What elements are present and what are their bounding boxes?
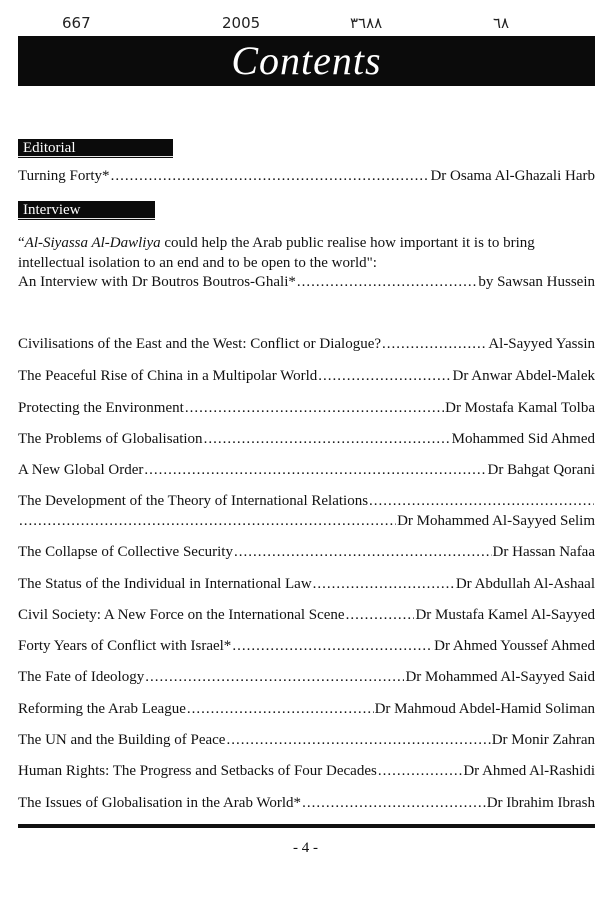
- entry-author: Dr Anwar Abdel-Malek: [452, 368, 595, 384]
- toc-entry-line-2[interactable]: [18, 511, 595, 531]
- entry-title: Reforming the Arab League: [18, 701, 186, 717]
- leader-dots: [346, 605, 415, 625]
- toc-entry-interview[interactable]: [18, 272, 595, 292]
- entry-title: The Peaceful Rise of China in a Multipolar World: [18, 368, 318, 384]
- toc-entry[interactable]: [18, 667, 595, 687]
- leader-dots: [369, 491, 594, 511]
- leader-dots: [187, 699, 374, 719]
- handwritten-note-3: ٣٦٨٨: [350, 14, 383, 32]
- quote-open-mark: “: [18, 235, 25, 251]
- leader-dots: [297, 272, 477, 292]
- toc-entry[interactable]: [18, 542, 595, 562]
- entry-title: An Interview with Dr Boutros Boutros-Ghali*: [18, 274, 296, 290]
- entry-title: Human Rights: The Progress and Setbacks of Four Decades: [18, 763, 377, 779]
- entry-author: Dr Abdullah Al-Ashaal: [455, 576, 595, 592]
- entry-title: The Development of the Theory of International Relations: [18, 493, 369, 509]
- toc-entry[interactable]: [18, 636, 595, 656]
- entry-author: Dr Hassan Nafaa: [492, 544, 595, 560]
- entry-author: Dr Mohammed Al-Sayyed Said: [405, 669, 595, 685]
- page-number: - 4 -: [293, 840, 318, 856]
- quote-text: could help the Arab public realise how important it is to bring intellectual isolation to an end and to be open to the world":: [18, 235, 535, 271]
- entry-author: by Sawsan Hussein: [478, 274, 595, 290]
- interview-quote: [18, 233, 595, 273]
- handwritten-note-4: ٦٨: [493, 14, 510, 32]
- entry-author: Dr Ahmed Youssef Ahmed: [434, 638, 595, 654]
- leader-dots: [378, 761, 463, 781]
- entry-author: Dr Ibrahim Ibrash: [486, 795, 595, 811]
- section-header-editorial: [18, 139, 173, 158]
- page-title: Contents: [231, 38, 382, 83]
- toc-entry[interactable]: [18, 574, 595, 594]
- entry-title: Civil Society: A New Force on the International Scene: [18, 607, 345, 623]
- entry-author: Dr Mostafa Kamal Tolba: [445, 400, 595, 416]
- toc-entry[interactable]: [18, 699, 595, 719]
- toc-entry[interactable]: [18, 460, 595, 480]
- entry-title: Forty Years of Conflict with Israel*: [18, 638, 232, 654]
- entry-title: The Problems of Globalisation: [18, 431, 203, 447]
- leader-dots: [382, 334, 487, 354]
- entry-author: Dr Mahmoud Abdel-Hamid Soliman: [374, 701, 595, 717]
- entry-title: Civilisations of the East and the West: Conflict or Dialogue?: [18, 336, 382, 352]
- entry-author: Dr Bahgat Qorani: [487, 462, 595, 478]
- entry-title: The Issues of Globalisation in the Arab World*: [18, 795, 302, 811]
- entry-author: Al-Sayyed Yassin: [488, 336, 595, 352]
- entry-author: Dr Mustafa Kamel Al-Sayyed: [415, 607, 595, 623]
- handwritten-note-1: 667: [62, 14, 91, 32]
- section-underline: [18, 156, 173, 157]
- entry-title: The UN and the Building of Peace: [18, 732, 226, 748]
- entry-author: Dr Mohammed Al-Sayyed Selim: [397, 513, 595, 529]
- contents-banner: [18, 36, 595, 86]
- toc-entry[interactable]: [18, 398, 595, 418]
- handwritten-note-2: 2005: [222, 14, 261, 32]
- toc-entry[interactable]: [18, 366, 595, 386]
- entry-author: Dr Monir Zahran: [491, 732, 595, 748]
- section-header-label: Interview: [23, 202, 81, 218]
- leader-dots: [144, 460, 486, 480]
- entry-title: The Collapse of Collective Security: [18, 544, 233, 560]
- entry-title: Protecting the Environment: [18, 400, 184, 416]
- section-underline: [18, 218, 155, 219]
- toc-entry[interactable]: [18, 793, 595, 813]
- entry-author: Dr Osama Al-Ghazali Harb: [430, 168, 595, 184]
- entry-author: Dr Ahmed Al-Rashidi: [463, 763, 595, 779]
- entry-author: Mohammed Sid Ahmed: [451, 431, 595, 447]
- leader-dots: [185, 398, 444, 418]
- entry-title: The Fate of Ideology: [18, 669, 145, 685]
- toc-entry[interactable]: [18, 334, 595, 354]
- toc-entry[interactable]: [18, 761, 595, 781]
- leader-dots: [313, 574, 455, 594]
- section-header-label: Editorial: [23, 140, 76, 156]
- toc-entry[interactable]: [18, 605, 595, 625]
- leader-dots: [111, 166, 430, 186]
- toc-entry[interactable]: [18, 730, 595, 750]
- entry-title: The Status of the Individual in International Law: [18, 576, 312, 592]
- leader-dots: [204, 429, 451, 449]
- leader-dots: [145, 667, 404, 687]
- entry-title: Turning Forty*: [18, 168, 110, 184]
- leader-dots: [19, 511, 396, 531]
- leader-dots: [232, 636, 433, 656]
- entry-title: A New Global Order: [18, 462, 144, 478]
- toc-entry-line-1[interactable]: [18, 491, 595, 511]
- toc-entry[interactable]: [18, 429, 595, 449]
- footer-rule: [18, 824, 595, 828]
- toc-entry-editorial[interactable]: [18, 166, 595, 186]
- journal-name: Al-Siyassa Al-Dawliya: [24, 235, 161, 251]
- section-header-interview: [18, 201, 155, 220]
- leader-dots: [234, 542, 492, 562]
- leader-dots: [226, 730, 490, 750]
- leader-dots: [302, 793, 486, 813]
- leader-dots: [318, 366, 451, 386]
